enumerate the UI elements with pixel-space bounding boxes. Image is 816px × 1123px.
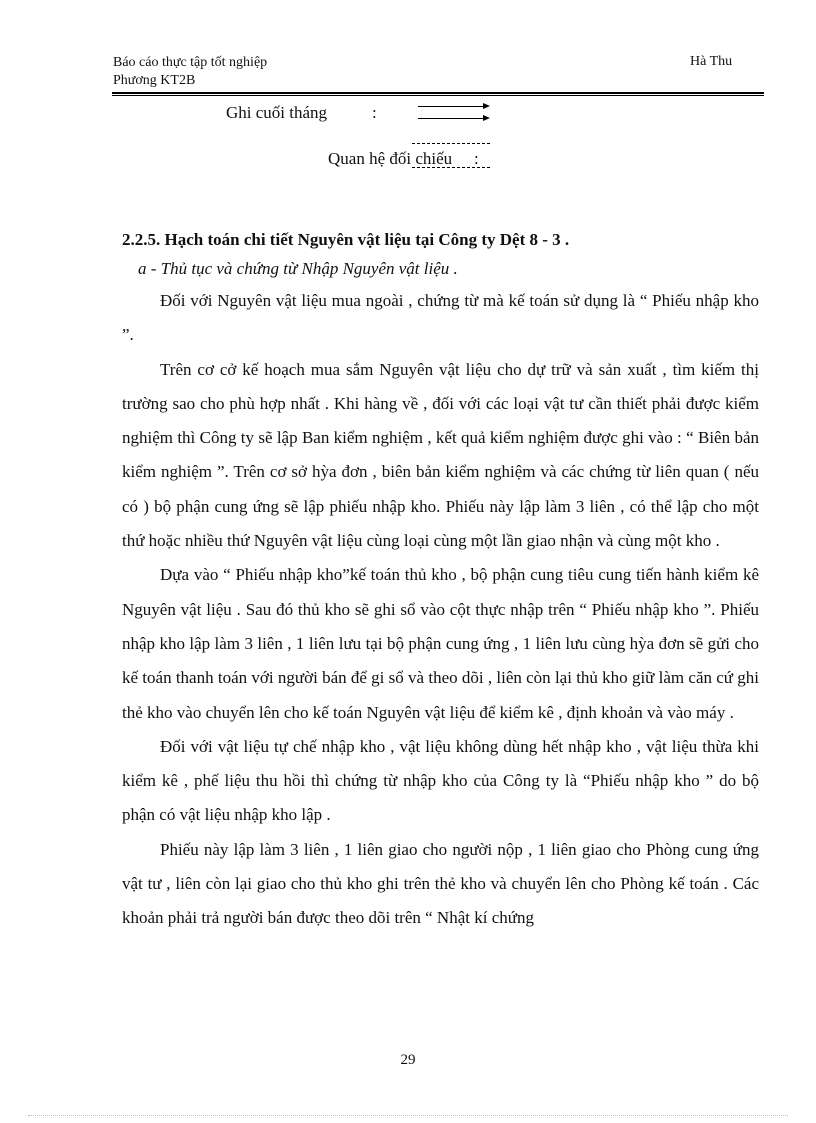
paragraph: Đối với Nguyên vật liệu mua ngoài , chứng từ mà kế toán sử dụng là “ Phiếu nhập kho ”. bbox=[122, 291, 759, 345]
dashed-line-icon bbox=[412, 143, 490, 144]
reconcile-colon: : bbox=[474, 149, 479, 168]
section-content bbox=[122, 226, 759, 936]
arrow-right-icon bbox=[418, 118, 488, 119]
month-end-colon: : bbox=[372, 103, 377, 122]
dashed-line-icon bbox=[412, 167, 490, 168]
reconcile-label: Quan hệ đối chiếu bbox=[328, 149, 453, 168]
header-rule-thick bbox=[112, 92, 764, 94]
paragraph: Trên cơ cở kế hoạch mua sắm Nguyên vật liệu cho dự trữ và sản xuất , tìm kiếm thị trường sao cho phù hợp nhất . Khi hàng về , đối với các loại vật tư cần thiết phải được kiểm nghiệm thì Công ty sẽ lập Ban kiểm nghiệm , kết quả kiểm nghiệm được ghi vào : “ Biên bản kiểm nghiệm ”. Trên cơ sở hỳa đơn , biên bản kiểm nghiệm và các chứng từ liên quan ( nếu có ) bộ phận cung ứng sẽ lập phiếu nhập kho. Phiếu này lập làm 3 liên , có thể lập cho một thứ hoặc nhiều thứ Nguyên vật liệu cùng loại cùng một lần giao nhận và cùng một kho . bbox=[122, 359, 759, 551]
paragraph: Dựa vào “ Phiếu nhập kho”kế toán thủ kho , bộ phận cung tiêu cung tiến hành kiểm kê Nguyên vật liệu . Sau đó thủ kho sẽ ghi sổ vào cột thực nhập trên “ Phiếu nhập kho ”. Phiếu nhập kho lập làm 3 liên , 1 liên lưu tại bộ phận cung ứng , 1 liên lưu cùng hỳa đơn sẽ gửi cho kế toán thanh toán với người bán để gi sổ và theo dõi , liên còn lại thủ kho giữ làm căn cứ ghi thẻ kho vào chuyển lên cho kế toán Nguyên vật liệu để kiểm kê , định khoản và vào máy . bbox=[122, 565, 759, 722]
sub-heading: a - Thủ tục và chứng từ Nhập Nguyên vật liệu . bbox=[138, 259, 458, 278]
author-name: Hà Thu bbox=[690, 54, 733, 69]
page-bottom-edge bbox=[28, 1115, 788, 1116]
section-heading: 2.2.5. Hạch toán chi tiết Nguyên vật liệu tại Công ty Dệt 8 - 3 . bbox=[122, 230, 570, 249]
paragraph: Phiếu này lập làm 3 liên , 1 liên giao cho người nộp , 1 liên giao cho Phòng cung ứng vật tư , liên còn lại giao cho thủ kho ghi trên thẻ kho và chuyển lên cho Phòng kế toán . Các khoản phải trả người bán được theo dõi trên “ Nhật kí chứng bbox=[122, 839, 759, 928]
header-rule-thin bbox=[112, 95, 764, 96]
month-end-label: Ghi cuối tháng bbox=[226, 103, 328, 122]
header-left bbox=[113, 54, 267, 90]
paragraph: Đối với vật liệu tự chế nhập kho , vật liệu không dùng hết nhập kho , vật liệu thừa khi kiểm kê , phế liệu thu hồi thì chứng từ nhập kho của Công ty là “Phiếu nhập kho ” do bộ phận có vật liệu nhập kho lập . bbox=[122, 736, 759, 825]
arrow-right-icon bbox=[418, 106, 488, 107]
report-title: Báo cáo thực tập tốt nghiệp bbox=[113, 55, 268, 70]
page-number: 29 bbox=[400, 1052, 416, 1068]
report-class: Phương KT2B bbox=[113, 73, 196, 88]
